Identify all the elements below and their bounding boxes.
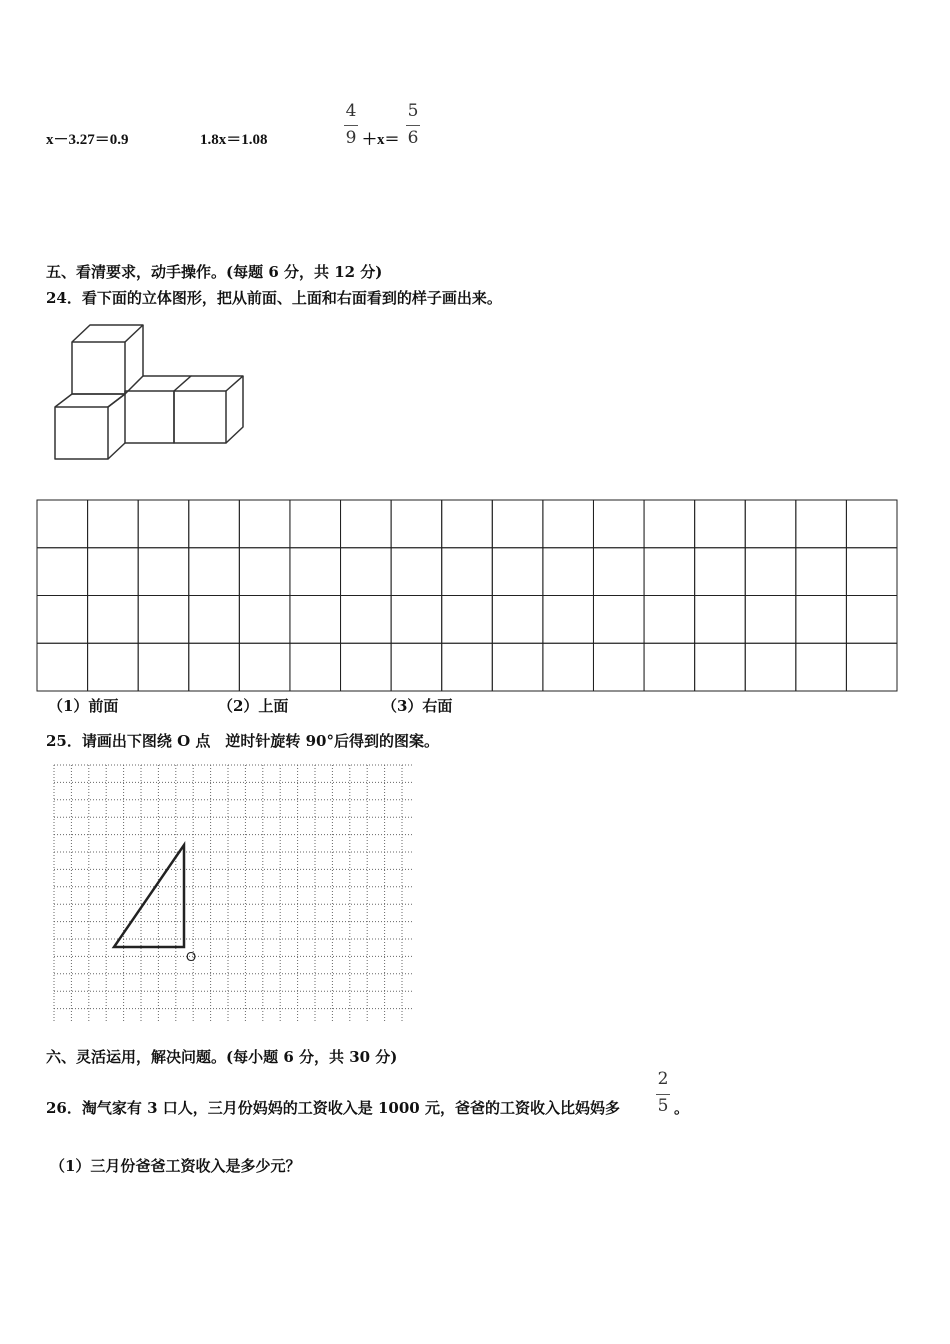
grid-cell[interactable] bbox=[290, 596, 341, 644]
grid-cell[interactable] bbox=[644, 548, 695, 596]
fraction-denominator: 6 bbox=[407, 128, 419, 148]
grid-cell[interactable] bbox=[543, 500, 594, 548]
grid-cell[interactable] bbox=[846, 548, 897, 596]
grid-cell[interactable] bbox=[644, 596, 695, 644]
equation-1: x－3.27＝0.9 bbox=[46, 132, 129, 148]
grid-cell[interactable] bbox=[644, 500, 695, 548]
grid-cell[interactable] bbox=[492, 548, 543, 596]
fraction-denominator: 9 bbox=[345, 128, 357, 148]
grid-cell[interactable] bbox=[846, 643, 897, 691]
grid-cell[interactable] bbox=[796, 548, 847, 596]
grid-cell[interactable] bbox=[593, 548, 644, 596]
fraction-numerator: 2 bbox=[657, 1069, 669, 1089]
fraction-bar bbox=[344, 125, 358, 126]
grid-cell[interactable] bbox=[341, 500, 392, 548]
grid-cell[interactable] bbox=[88, 596, 139, 644]
grid-cell[interactable] bbox=[239, 643, 290, 691]
grid-cell[interactable] bbox=[391, 500, 442, 548]
grid-cell[interactable] bbox=[239, 500, 290, 548]
grid-cell[interactable] bbox=[189, 500, 240, 548]
fraction-numerator: 5 bbox=[407, 101, 419, 121]
grid-cell[interactable] bbox=[37, 596, 88, 644]
equation-3-middle: ＋x＝ bbox=[362, 132, 400, 148]
grid-cell[interactable] bbox=[543, 596, 594, 644]
cube-figure bbox=[50, 320, 250, 465]
grid-cell[interactable] bbox=[189, 643, 240, 691]
grid-cell[interactable] bbox=[745, 596, 796, 644]
grid-cell[interactable] bbox=[341, 596, 392, 644]
view-drawing-grid[interactable] bbox=[36, 499, 898, 692]
fraction-bar bbox=[656, 1094, 670, 1095]
grid-cell[interactable] bbox=[846, 596, 897, 644]
grid-cell[interactable] bbox=[543, 548, 594, 596]
grid-cell[interactable] bbox=[695, 548, 746, 596]
question-25: 25．请画出下图绕 O 点 逆时针旋转 90°后得到的图案。 bbox=[46, 732, 439, 750]
grid-cell[interactable] bbox=[290, 643, 341, 691]
question-26-sub-1: （1）三月份爸爸工资收入是多少元？ bbox=[50, 1157, 301, 1175]
grid-cell[interactable] bbox=[745, 548, 796, 596]
grid-cell[interactable] bbox=[189, 548, 240, 596]
grid-cell[interactable] bbox=[138, 548, 189, 596]
grid-cell[interactable] bbox=[37, 500, 88, 548]
question-26-end: 。 bbox=[674, 1099, 690, 1117]
fraction-numerator: 4 bbox=[345, 101, 357, 121]
origin-label: O bbox=[186, 949, 197, 964]
triangle-shape bbox=[114, 845, 184, 947]
grid-cell[interactable] bbox=[391, 548, 442, 596]
grid-cell[interactable] bbox=[644, 643, 695, 691]
grid-cell[interactable] bbox=[341, 548, 392, 596]
grid-cell[interactable] bbox=[37, 548, 88, 596]
section-5-title: 五、看清要求，动手操作。(每题 6 分，共 12 分) bbox=[46, 263, 383, 281]
grid-cell[interactable] bbox=[239, 548, 290, 596]
grid-cell[interactable] bbox=[341, 643, 392, 691]
grid-cell[interactable] bbox=[593, 500, 644, 548]
grid-cell[interactable] bbox=[695, 500, 746, 548]
rotation-grid[interactable] bbox=[52, 763, 416, 1025]
grid-cell[interactable] bbox=[796, 596, 847, 644]
grid-cell[interactable] bbox=[442, 596, 493, 644]
grid-cell[interactable] bbox=[88, 643, 139, 691]
grid-cell[interactable] bbox=[290, 500, 341, 548]
grid-cell[interactable] bbox=[846, 500, 897, 548]
grid-cell[interactable] bbox=[88, 548, 139, 596]
grid-cell[interactable] bbox=[593, 643, 644, 691]
grid-cell[interactable] bbox=[745, 643, 796, 691]
grid-cell[interactable] bbox=[593, 596, 644, 644]
fraction-denominator: 5 bbox=[657, 1096, 669, 1116]
grid-cell[interactable] bbox=[88, 500, 139, 548]
grid-cell[interactable] bbox=[442, 548, 493, 596]
grid-cell[interactable] bbox=[492, 643, 543, 691]
grid-cell[interactable] bbox=[492, 500, 543, 548]
grid-cell[interactable] bbox=[391, 596, 442, 644]
grid-cell[interactable] bbox=[138, 643, 189, 691]
fraction-bar bbox=[406, 125, 420, 126]
grid-cell[interactable] bbox=[391, 643, 442, 691]
grid-cell[interactable] bbox=[543, 643, 594, 691]
question-26: 26．淘气家有 3 口人，三月份妈妈的工资收入是 1000 元，爸爸的工资收入比妈妈多 bbox=[46, 1099, 620, 1117]
grid-cell[interactable] bbox=[796, 500, 847, 548]
grid-cell[interactable] bbox=[189, 596, 240, 644]
grid-cell[interactable] bbox=[695, 643, 746, 691]
view-label-front: （1）前面 bbox=[48, 697, 119, 715]
grid-cell[interactable] bbox=[492, 596, 543, 644]
section-6-title: 六、灵活运用，解决问题。(每小题 6 分，共 30 分) bbox=[46, 1048, 398, 1066]
grid-cell[interactable] bbox=[695, 596, 746, 644]
grid-cell[interactable] bbox=[290, 548, 341, 596]
grid-cell[interactable] bbox=[138, 500, 189, 548]
grid-cell[interactable] bbox=[745, 500, 796, 548]
grid-cell[interactable] bbox=[138, 596, 189, 644]
view-label-right: （3）右面 bbox=[382, 697, 453, 715]
view-label-top: （2）上面 bbox=[218, 697, 289, 715]
grid-cell[interactable] bbox=[442, 643, 493, 691]
grid-cell[interactable] bbox=[37, 643, 88, 691]
grid-cell[interactable] bbox=[239, 596, 290, 644]
question-24: 24．看下面的立体图形，把从前面、上面和右面看到的样子画出来。 bbox=[46, 289, 502, 307]
equation-2: 1.8x＝1.08 bbox=[200, 132, 268, 148]
grid-cell[interactable] bbox=[796, 643, 847, 691]
grid-cell[interactable] bbox=[442, 500, 493, 548]
